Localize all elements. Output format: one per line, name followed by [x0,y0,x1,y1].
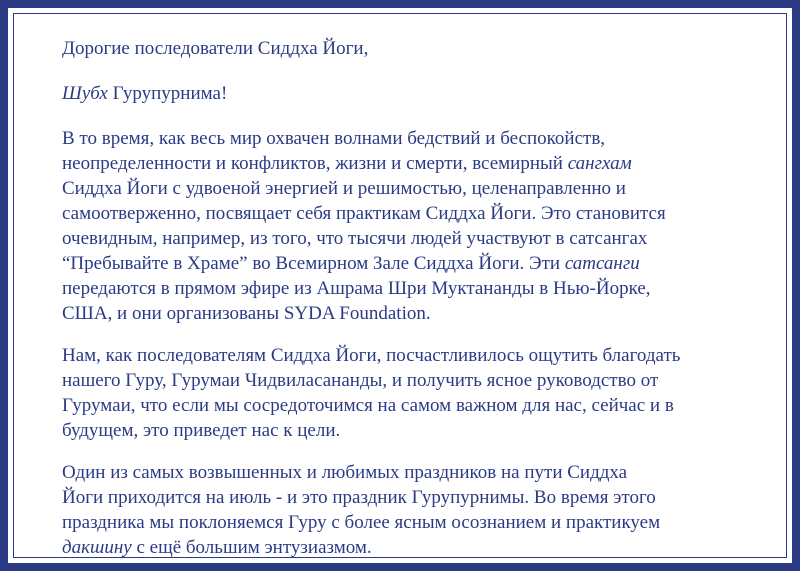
p3-dakshina-italic: дакшину [62,537,132,558]
greeting-rest: Гурупурнима! [107,83,228,104]
greeting [62,81,762,106]
p1-line-1: В то время, как весь мир охвачен волнами бедствий и беспокойств, [62,128,606,149]
p1-line-4: самоотверженно, посвящает себя практикам Сиддха Йоги. Это становится [62,203,666,224]
p3-line-1: Один из самых возвышенных и любимых праздников на пути Сиддха [62,462,628,483]
p3-line-4-text: с ещё большим энтузиазмом. [131,537,372,558]
p3-line-2: Йоги приходится на июль - и это праздник Гурупурнимы. Во время этого [62,487,656,508]
p1-line-6-text: “Пребывайте в Храме” во Всемирном Зале Сиддха Йоги. Эти [62,253,565,274]
paragraph-3 [62,460,762,560]
p1-line-7: передаются в прямом эфире из Ашрама Шри Муктананды в Нью-Йорке, [62,278,651,299]
p3-line-4 [62,535,762,560]
greeting-line [62,81,762,106]
p1-line-5: очевидным, например, из того, что тысячи людей участвуют в сатсангах [62,228,648,249]
p2-line-3: Гурумаи, что если мы сосредоточимся на самом важном для нас, сейчас и в [62,395,674,416]
salutation [62,36,762,61]
letter-body [62,36,762,577]
salutation-text: Дорогие последователи Сиддха Йоги, [62,38,369,59]
p2-line-2: нашего Гуру, Гурумаи Чидвиласананды, и получить ясное руководство от [62,370,659,391]
paragraph-2 [62,343,762,443]
p1-line-8: США, и они организованы SYDA Foundation. [62,303,431,324]
p1-satsangi-italic: сатсанги [564,253,640,274]
p2-line-1: Нам, как последователям Сиддха Йоги, посчастливилось ощутить благодать [62,345,681,366]
p1-line-2 [62,151,762,176]
p1-line-2-text: неопределенности и конфликтов, жизни и смерти, всемирный [62,153,568,174]
p1-line-3: Сиддха Йоги с удвоеной энергией и решимостью, целенаправленно и [62,178,626,199]
p2-line-4: будущем, это приведет нас к цели. [62,420,341,441]
paragraph-1 [62,126,762,326]
p3-line-3: праздника мы поклоняемся Гуру с более ясным осознанием и практикуем [62,512,661,533]
greeting-italic: Шубх [62,83,108,104]
p1-sangham-italic: сангхам [567,153,632,174]
p1-line-6 [62,251,762,276]
